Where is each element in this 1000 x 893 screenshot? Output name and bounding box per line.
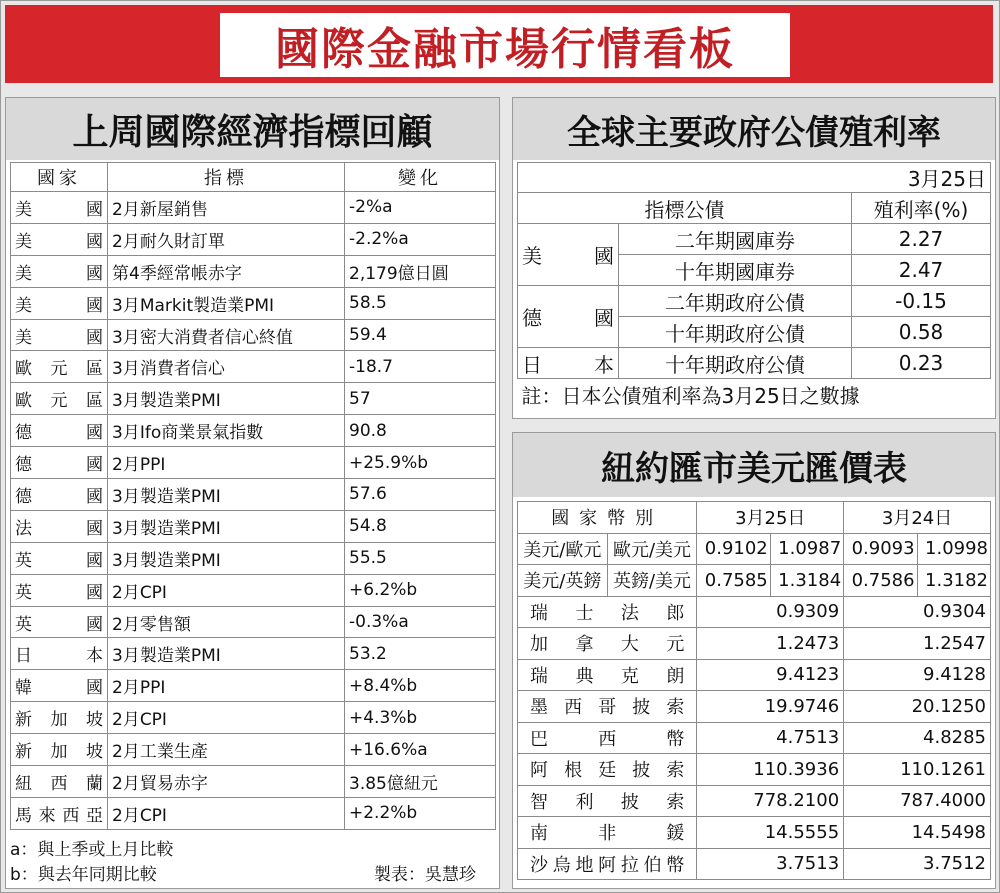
bonds-table <box>517 162 991 409</box>
note-b: b：與去年同期比較 <box>10 865 157 885</box>
row-country: 德 國 <box>11 415 108 447</box>
fx-currency: 加 拿 大 元 <box>518 628 697 660</box>
credit: 製表：吳慧珍 <box>374 865 476 885</box>
bonds-title: 全球主要政府公債殖利率 <box>513 98 995 160</box>
header-yield: 殖利率(%) <box>852 193 991 224</box>
row-indicator: 2月PPI <box>108 447 345 479</box>
bond-name: 十年期政府公債 <box>619 348 852 379</box>
bond-name: 二年期政府公債 <box>619 286 852 317</box>
fx-row <box>518 722 991 754</box>
indicator-row <box>11 447 496 479</box>
row-indicator: 2月零售額 <box>108 606 345 638</box>
fx-pair-row <box>518 565 991 597</box>
row-indicator: 第4季經常帳赤字 <box>108 255 345 287</box>
row-change: -2.2%a <box>345 223 496 255</box>
indicators-panel <box>5 97 500 889</box>
row-indicator: 2月新屋銷售 <box>108 192 345 224</box>
fx-row <box>518 754 991 786</box>
indicators-table <box>10 162 496 830</box>
country-us: 美 國 <box>518 224 619 286</box>
row-country: 馬 來 西 亞 <box>11 797 108 829</box>
fx-rate-date2: 3.7512 <box>844 848 991 880</box>
fx-cell-d1b: 1.0987 <box>770 533 843 565</box>
bond-name: 十年期國庫券 <box>619 255 852 286</box>
row-indicator: 3月消費者信心 <box>108 351 345 383</box>
indicator-row <box>11 606 496 638</box>
country-de: 德 國 <box>518 286 619 348</box>
fx-row <box>518 596 991 628</box>
indicator-row <box>11 638 496 670</box>
row-change: +25.9%b <box>345 447 496 479</box>
row-change: -0.3%a <box>345 606 496 638</box>
row-country: 英 國 <box>11 542 108 574</box>
row-country: 美 國 <box>11 255 108 287</box>
bonds-date: 3月25日 <box>518 163 991 193</box>
bonds-note: 註：日本公債殖利率為3月25日之數據 <box>521 383 860 408</box>
fx-rate-date2: 0.9304 <box>844 596 991 628</box>
fx-table <box>517 501 991 880</box>
fx-row <box>518 628 991 660</box>
bond-yield: 0.23 <box>852 348 991 379</box>
indicator-row <box>11 223 496 255</box>
fx-cell-right: 英鎊/美元 <box>607 565 697 597</box>
indicator-row <box>11 383 496 415</box>
fx-rate-date2: 1.2547 <box>844 628 991 660</box>
indicator-row <box>11 351 496 383</box>
fx-currency: 瑞 士 法 郎 <box>518 596 697 628</box>
indicator-row <box>11 574 496 606</box>
indicator-row <box>11 192 496 224</box>
bond-yield: 2.27 <box>852 224 991 255</box>
row-change: 58.5 <box>345 287 496 319</box>
fx-currency: 巴 西 幣 <box>518 722 697 754</box>
fx-rate-date1: 110.3936 <box>697 754 844 786</box>
row-indicator: 2月貿易赤字 <box>108 766 345 798</box>
fx-cell-d2b: 1.3182 <box>917 565 990 597</box>
row-indicator: 2月CPI <box>108 702 345 734</box>
row-country: 歐 元 區 <box>11 351 108 383</box>
indicator-row <box>11 319 496 351</box>
row-country: 歐 元 區 <box>11 383 108 415</box>
row-country: 英 國 <box>11 606 108 638</box>
fx-rate-date1: 3.7513 <box>697 848 844 880</box>
indicator-row <box>11 734 496 766</box>
row-change: +4.3%b <box>345 702 496 734</box>
row-change: +6.2%b <box>345 574 496 606</box>
row-change: 57.6 <box>345 479 496 511</box>
row-indicator: 2月耐久財訂單 <box>108 223 345 255</box>
fx-rate-date1: 9.4123 <box>697 659 844 691</box>
fx-rate-date1: 778.2100 <box>697 785 844 817</box>
fx-title: 紐約匯市美元匯價表 <box>513 433 995 497</box>
row-change: 57 <box>345 383 496 415</box>
fx-rate-date1: 0.9309 <box>697 596 844 628</box>
row-indicator: 3月製造業PMI <box>108 542 345 574</box>
fx-currency: 沙 烏 地 阿 拉 伯 幣 <box>518 848 697 880</box>
fx-rate-date1: 19.9746 <box>697 691 844 723</box>
row-change: 3.85億紐元 <box>345 766 496 798</box>
fx-row <box>518 785 991 817</box>
indicator-row <box>11 510 496 542</box>
banner-title: 國際金融市場行情看板 <box>275 24 735 75</box>
row-change: 53.2 <box>345 638 496 670</box>
indicator-row <box>11 797 496 829</box>
row-indicator: 2月PPI <box>108 670 345 702</box>
fx-cell-d1b: 1.3184 <box>770 565 843 597</box>
fx-rate-date2: 20.1250 <box>844 691 991 723</box>
fx-rate-date1: 1.2473 <box>697 628 844 660</box>
fx-currency: 墨 西 哥 披 索 <box>518 691 697 723</box>
banner-title-box <box>220 13 790 77</box>
fx-rate-date2: 787.4000 <box>844 785 991 817</box>
row-indicator: 3月Markit製造業PMI <box>108 287 345 319</box>
bond-yield: 0.58 <box>852 317 991 348</box>
row-indicator: 3月製造業PMI <box>108 479 345 511</box>
fx-rate-date2: 9.4128 <box>844 659 991 691</box>
fx-row <box>518 691 991 723</box>
indicators-title: 上周國際經濟指標回顧 <box>6 98 499 160</box>
fx-row <box>518 817 991 849</box>
row-country: 英 國 <box>11 574 108 606</box>
indicator-row <box>11 702 496 734</box>
row-indicator: 3月密大消費者信心終值 <box>108 319 345 351</box>
row-country: 新 加 坡 <box>11 702 108 734</box>
row-indicator: 3月Ifo商業景氣指數 <box>108 415 345 447</box>
row-indicator: 3月製造業PMI <box>108 383 345 415</box>
row-country: 美 國 <box>11 319 108 351</box>
fx-rate-date2: 110.1261 <box>844 754 991 786</box>
fx-cell-d2b: 1.0998 <box>917 533 990 565</box>
fx-cell-d1a: 0.7585 <box>697 565 770 597</box>
row-change: 2,179億日圓 <box>345 255 496 287</box>
fx-currency: 阿 根 廷 披 索 <box>518 754 697 786</box>
header-country: 國家 <box>11 163 108 192</box>
bond-yield: 2.47 <box>852 255 991 286</box>
fx-rate-date2: 14.5498 <box>844 817 991 849</box>
row-change: 59.4 <box>345 319 496 351</box>
fx-rate-date1: 14.5555 <box>697 817 844 849</box>
note-a: a：與上季或上月比較 <box>10 840 174 860</box>
row-indicator: 2月CPI <box>108 797 345 829</box>
fx-currency: 南 非 鍰 <box>518 817 697 849</box>
row-country: 法 國 <box>11 510 108 542</box>
indicator-row <box>11 542 496 574</box>
fx-cell-d1a: 0.9102 <box>697 533 770 565</box>
row-country: 紐 西 蘭 <box>11 766 108 798</box>
fx-panel <box>512 432 996 889</box>
fx-cell-d2a: 0.7586 <box>844 565 917 597</box>
fx-cell-right: 歐元/美元 <box>607 533 697 565</box>
fx-rate-date1: 4.7513 <box>697 722 844 754</box>
fx-rate-date2: 4.8285 <box>844 722 991 754</box>
indicator-row <box>11 415 496 447</box>
row-indicator: 2月CPI <box>108 574 345 606</box>
row-change: +16.6%a <box>345 734 496 766</box>
indicator-row <box>11 255 496 287</box>
fx-cell-left: 美元/英鎊 <box>518 565 608 597</box>
indicator-row <box>11 287 496 319</box>
indicator-row <box>11 670 496 702</box>
fx-currency: 瑞 典 克 朗 <box>518 659 697 691</box>
row-indicator: 3月製造業PMI <box>108 510 345 542</box>
row-change: -18.7 <box>345 351 496 383</box>
row-change: 54.8 <box>345 510 496 542</box>
header-date1: 3月25日 <box>697 502 844 534</box>
header-bond: 指標公債 <box>518 193 852 224</box>
fx-cell-d2a: 0.9093 <box>844 533 917 565</box>
bond-name: 十年期政府公債 <box>619 317 852 348</box>
row-change: 90.8 <box>345 415 496 447</box>
bond-name: 二年期國庫券 <box>619 224 852 255</box>
header-date2: 3月24日 <box>844 502 991 534</box>
row-change: 55.5 <box>345 542 496 574</box>
bonds-panel <box>512 97 996 419</box>
fx-row <box>518 848 991 880</box>
row-country: 德 國 <box>11 479 108 511</box>
row-country: 新 加 坡 <box>11 734 108 766</box>
row-country: 韓 國 <box>11 670 108 702</box>
indicator-row <box>11 766 496 798</box>
row-change: -2%a <box>345 192 496 224</box>
row-country: 美 國 <box>11 223 108 255</box>
header-indicator: 指標 <box>108 163 345 192</box>
row-indicator: 2月工業生產 <box>108 734 345 766</box>
country-jp: 日 本 <box>518 348 619 379</box>
fx-currency: 智 利 披 索 <box>518 785 697 817</box>
header-change: 變化 <box>345 163 496 192</box>
row-indicator: 3月製造業PMI <box>108 638 345 670</box>
fx-cell-left: 美元/歐元 <box>518 533 608 565</box>
row-change: +8.4%b <box>345 670 496 702</box>
row-change: +2.2%b <box>345 797 496 829</box>
bond-yield: -0.15 <box>852 286 991 317</box>
header-currency: 國家幣別 <box>518 502 697 534</box>
row-country: 日 本 <box>11 638 108 670</box>
row-country: 美 國 <box>11 192 108 224</box>
indicator-row <box>11 479 496 511</box>
fx-row <box>518 659 991 691</box>
fx-pair-row <box>518 533 991 565</box>
row-country: 美 國 <box>11 287 108 319</box>
row-country: 德 國 <box>11 447 108 479</box>
banner <box>5 5 993 83</box>
